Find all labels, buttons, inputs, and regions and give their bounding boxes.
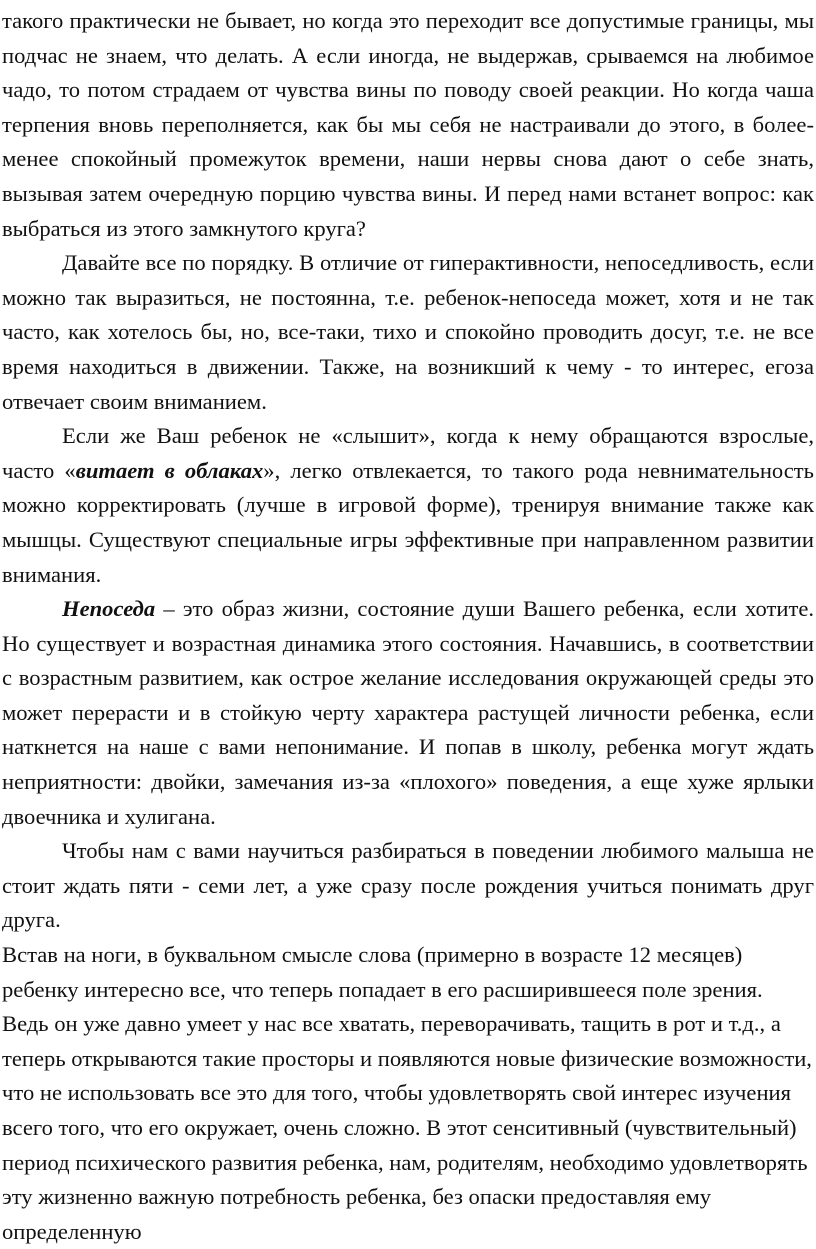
emphasis-vitaet-v-oblakah: витает в облаках bbox=[75, 457, 264, 483]
paragraph-3 bbox=[2, 419, 814, 592]
emphasis-neposeda: Непоседа bbox=[62, 596, 156, 622]
paragraph-2: Давайте все по порядку. В отличие от гиперактивности, непоседливость, если можно так выразиться, не постоянна, т.е. ребенок-непоседа может, хотя и не так часто, как хотелось бы, но, все-таки, тихо и спокойно проводить досуг, т.е. не все время находиться в движении. Также, на возникший к чему - то интерес, егоза отвечает своим вниманием. bbox=[2, 250, 814, 414]
paragraph-3-text-start: Если же Ваш ребенок не «слышит», когда к нему обращаются взрослые, часто « bbox=[2, 423, 814, 483]
paragraph-4-text: – это образ жизни, состояние души Вашего ребенка, если хотите. Но существует и возрастная динамика этого состояния. Начавшись, в соответствии с возрастным развитием, как острое желание исследования окружающей среды это может перерасти и в стойкую черту характера растущей личности ребенка, если наткнется на наше с вами непонимание. И попав в школу, ребенка могут ждать неприятности: двойки, замечания из-за «плохого» поведения, а еще хуже ярлыки двоечника и хулигана. bbox=[2, 596, 814, 829]
paragraph-1: такого практически не бывает, но когда это переходит все допустимые границы, мы подчас не знаем, что делать. А если иногда, не выдержав, срываемся на любимое чадо, то потом страдаем от чувства вины по поводу своей реакции. Но когда чаша терпения вновь переполняется, как бы мы себя не настраивали до этого, в более-менее спокойный промежуток времени, наши нервы снова дают о себе знать, вызывая затем очередную порцию чувства вины. И перед нами встанет вопрос: как выбраться из этого замкнутого круга? bbox=[2, 8, 814, 241]
paragraph-3-text-end: », легко отвлекается, то такого рода невнимательность можно корректировать (лучше в игровой форме), тренируя внимание также как мышцы. Существуют специальные игры эффективные при направленном развитии внимания. bbox=[2, 457, 814, 587]
paragraph-5: Чтобы нам с вами научиться разбираться в поведении любимого малыша не стоит ждать пяти - семи лет, а уже сразу после рождения учиться понимать друг друга. bbox=[2, 838, 814, 933]
paragraph-6: Встав на ноги, в буквальном смысле слова (примерно в возрасте 12 месяцев) ребенку интересно все, что теперь попадает в его расширившееся поле зрения. Ведь он уже давно умеет у нас все хватать, переворачивать, тащить в рот и т.д., а теперь открываются такие просторы и появляются новые физические возможности, что не использовать все это для того, чтобы удовлетворять свой интерес изучения всего того, что его окружает, очень сложно. В этот сенситивный (чувствительный) период психического развития ребенка, нам, родителям, необходимо удовлетворять эту жизненно важную потребность ребенка, без опаски предоставляя ему определенную bbox=[2, 942, 812, 1244]
paragraph-4 bbox=[2, 592, 814, 834]
